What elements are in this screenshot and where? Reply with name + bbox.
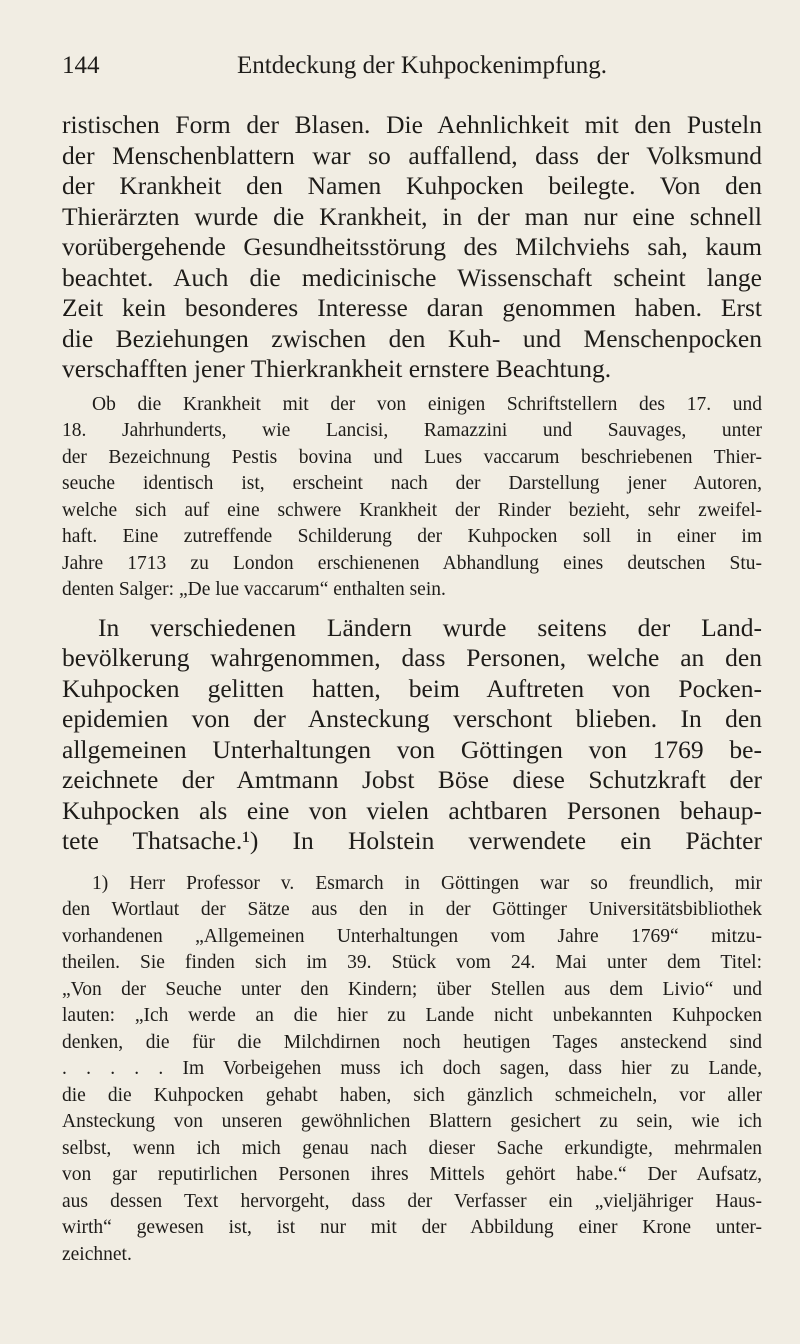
page-body — [62, 110, 762, 1268]
text-line: welche sich auf eine schwere Krankheit der Rinder bezieht, sehr zweifel- — [62, 499, 762, 521]
text-line: von gar reputirlichen Personen ihres Mittels gehört habe.“ Der Aufsatz, — [62, 1164, 762, 1185]
text-line: Zeit kein besonderes Interesse daran genommen haben. Erst — [62, 293, 762, 322]
text-line: Kuhpocken gelitten hatten, beim Auftreten von Pocken- — [62, 673, 762, 703]
note-paragraph — [62, 392, 762, 604]
text-line: epidemien von der Ansteckung verschont blieben. In den — [62, 704, 762, 733]
text-line: denten Salger: „De lue vaccarum“ enthalten sein. — [62, 579, 446, 600]
text-line: wirth“ gewesen ist, ist nur mit der Abbildung einer Krone unter- — [62, 1217, 762, 1238]
text-line: . . . . . Im Vorbeigehen muss ich doch sagen, dass hier zu Lande, — [62, 1058, 762, 1079]
text-line: In verschiedenen Ländern wurde seitens der Land- — [98, 612, 762, 642]
text-line: selbst, wenn ich mich genau nach dieser Sache erkundigte, mehrmalen — [62, 1137, 762, 1159]
text-line: verschafften jener Thierkrankheit ernstere Beachtung. — [62, 354, 612, 383]
text-line: denken, die für die Milchdirnen noch heutigen Tages ansteckend sind — [62, 1031, 762, 1053]
text-line: vorübergehende Gesundheitsstörung des Milchviehs sah, kaum — [62, 232, 762, 261]
text-line: der Menschenblattern war so auffallend, dass der Volksmund — [62, 140, 762, 170]
text-line: 1) Herr Professor v. Esmarch in Göttingen war so freundlich, mir — [92, 872, 762, 894]
text-line: lauten: „Ich werde an die hier zu Lande nicht unbekannten Kuhpocken — [62, 1005, 762, 1026]
text-line: zeichnet. — [62, 1243, 132, 1265]
text-line: Ansteckung von unseren gewöhnlichen Blattern gesichert zu sein, wie ich — [62, 1111, 762, 1132]
text-line: 18. Jahrhunderts, wie Lancisi, Ramazzini und Sauvages, unter — [62, 420, 762, 441]
page-number: 144 — [62, 52, 100, 79]
text-line: allgemeinen Unterhaltungen von Göttingen von 1769 be- — [62, 734, 762, 764]
text-line: tete Thatsache.¹) In Holstein verwendete ein Pächter — [62, 826, 762, 855]
text-line: Ob die Krankheit mit der von einigen Schriftstellern des 17. und — [92, 393, 762, 415]
text-line: den Wortlaut der Sätze aus den in der Göttinger Universitätsbibliothek — [62, 899, 762, 920]
text-line: ristischen Form der Blasen. Die Aehnlichkeit mit den Pusteln — [62, 110, 762, 139]
text-line: aus dessen Text hervorgeht, dass der Verfasser ein „vieljähriger Haus- — [62, 1190, 762, 1212]
text-line: haft. Eine zutreffende Schilderung der Kuhpocken soll in einer im — [62, 526, 762, 547]
text-line: Kuhpocken als eine von vielen achtbaren Personen behaup- — [62, 795, 762, 825]
text-line: bevölkerung wahrgenommen, dass Personen, welche an den — [62, 643, 762, 672]
text-line: theilen. Sie finden sich im 39. Stück vom 24. Mai unter dem Titel: — [62, 952, 762, 973]
text-line: die Beziehungen zwischen den Kuh- und Menschenpocken — [62, 323, 762, 353]
page-header — [62, 52, 762, 92]
text-line: vorhandenen „Allgemeinen Unterhaltungen vom Jahre 1769“ mitzu- — [62, 925, 762, 947]
paragraph-2 — [62, 613, 762, 857]
text-line: Jahre 1713 zu London erschienenen Abhandlung eines deutschen Stu- — [62, 552, 762, 574]
paragraph-1 — [62, 110, 762, 385]
footnote — [62, 871, 762, 1269]
text-line: Thierärzten wurde die Krankheit, in der man nur eine schnell — [62, 201, 762, 231]
text-line: seuche identisch ist, erscheint nach der Darstellung jener Autoren, — [62, 473, 762, 494]
running-head: Entdeckung der Kuhpockenimpfung. — [237, 52, 608, 79]
text-line: die die Kuhpocken gehabt haben, sich gänzlich schmeicheln, vor aller — [62, 1084, 762, 1106]
text-line: zeichnete der Amtmann Jobst Böse diese Schutzkraft der — [62, 765, 762, 794]
text-line: der Krankheit den Namen Kuhpocken beilegte. Von den — [62, 171, 762, 200]
text-line: beachtet. Auch die medicinische Wissenschaft scheint lange — [62, 262, 762, 292]
text-line: der Bezeichnung Pestis bovina und Lues vaccarum beschriebenen Thier- — [62, 446, 762, 468]
text-line: „Von der Seuche unter den Kindern; über Stellen aus dem Livio“ und — [62, 978, 762, 1000]
